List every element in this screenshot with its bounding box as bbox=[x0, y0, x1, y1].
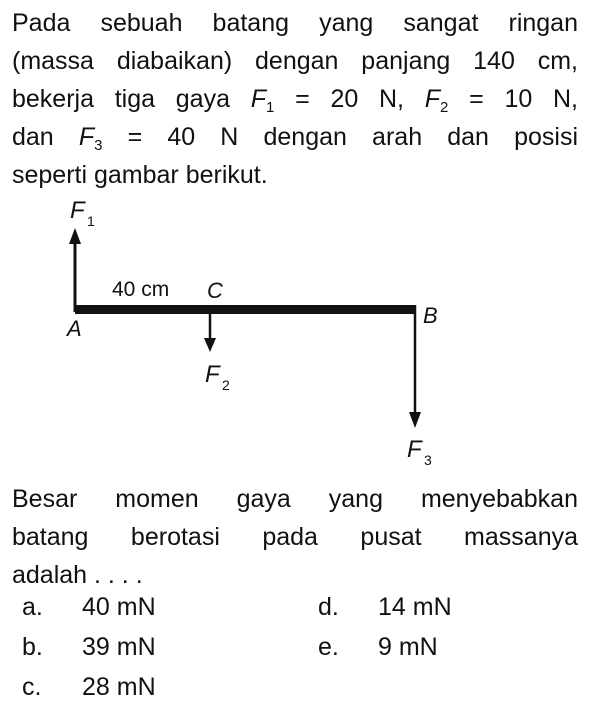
f2-symbol: F bbox=[424, 85, 441, 113]
problem-line-3 bbox=[12, 80, 578, 118]
problem-statement bbox=[12, 4, 578, 194]
option-d-letter: d. bbox=[318, 593, 339, 621]
f3-arrowhead bbox=[409, 412, 421, 428]
f1-symbol: F bbox=[250, 85, 267, 113]
option-e-letter: e. bbox=[318, 633, 339, 661]
question-line-2: batang berotasi pada pusat massanya bbox=[12, 523, 578, 551]
option-a-letter: a. bbox=[22, 593, 43, 621]
point-b-label: B bbox=[423, 303, 438, 328]
problem-line-3-text: bekerja tiga gaya bbox=[12, 85, 251, 113]
option-d-text: 14 mN bbox=[378, 593, 452, 621]
f2-arrow bbox=[204, 314, 216, 352]
option-b-letter: b. bbox=[22, 633, 43, 661]
problem-line-4-text: dan bbox=[12, 123, 79, 151]
f3-subscript: 3 bbox=[94, 137, 103, 154]
question-line-1: Besar momen gaya yang menyebabkan bbox=[12, 485, 578, 513]
option-a[interactable] bbox=[22, 590, 156, 624]
point-a-label: A bbox=[67, 316, 82, 341]
f1-value: = 20 N, bbox=[274, 85, 425, 113]
problem-line-4 bbox=[12, 118, 578, 156]
question-text bbox=[12, 480, 578, 594]
option-c-text: 28 mN bbox=[82, 673, 156, 701]
option-b[interactable] bbox=[22, 630, 156, 664]
option-e[interactable] bbox=[318, 630, 438, 664]
rod bbox=[75, 305, 415, 314]
f2-subscript: 2 bbox=[440, 99, 449, 116]
problem-line-5: seperti gambar berikut. bbox=[12, 161, 268, 189]
f3-value: = 40 N dengan arah dan posisi bbox=[102, 123, 578, 151]
problem-line-2: (massa diabaikan) dengan panjang 140 cm, bbox=[12, 47, 578, 75]
question-line-3: adalah . . . . bbox=[12, 561, 143, 589]
f2-value: = 10 N, bbox=[448, 85, 578, 113]
f3-label-subscript: 3 bbox=[424, 452, 432, 468]
f2-label: F bbox=[205, 361, 220, 388]
f2-label-subscript: 2 bbox=[222, 377, 230, 393]
option-c[interactable] bbox=[22, 670, 156, 704]
f3-label: F bbox=[407, 436, 422, 463]
f1-subscript: 1 bbox=[266, 99, 275, 116]
problem-line-1: Pada sebuah batang yang sangat ringan bbox=[12, 9, 578, 37]
option-b-text: 39 mN bbox=[82, 633, 156, 661]
option-d[interactable] bbox=[318, 590, 452, 624]
force-diagram bbox=[0, 190, 590, 480]
f1-label-subscript: 1 bbox=[87, 213, 95, 229]
option-a-text: 40 mN bbox=[82, 593, 156, 621]
f1-label: F bbox=[70, 197, 85, 224]
f1-arrow bbox=[69, 228, 81, 312]
distance-label: 40 cm bbox=[112, 278, 170, 301]
f3-symbol: F bbox=[78, 123, 95, 151]
point-c-label: C bbox=[207, 278, 223, 303]
option-c-letter: c. bbox=[22, 673, 42, 701]
option-e-text: 9 mN bbox=[378, 633, 438, 661]
